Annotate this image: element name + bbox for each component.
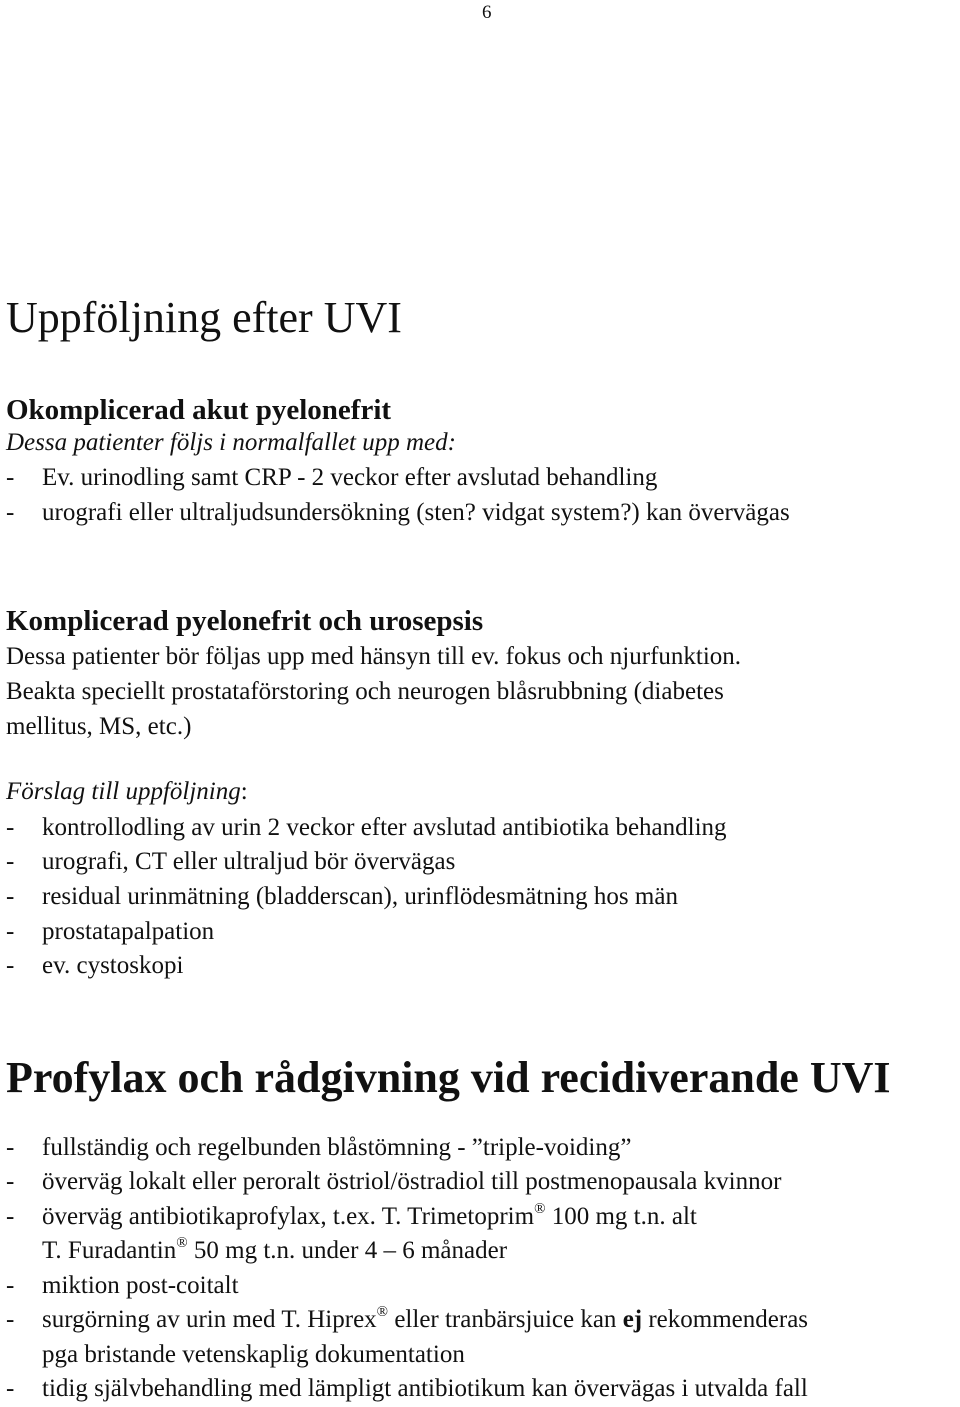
list-item-surgorning-cont: pga bristande vetenskaplig dokumentation [42,1341,465,1368]
list-item: - miktion post-coitalt [6,1272,239,1299]
section-title-profylax: Profylax och rådgivning vid recidiverande UVI [6,1053,891,1102]
suggestion-label-colon: : [240,778,248,805]
list-item: - kontrollodling av urin 2 veckor efter avslutad antibiotika behandling [6,814,727,841]
list-item-text: miktion post-coitalt [42,1272,239,1299]
list-item: - fullständig och regelbunden blåstömning - ”triple-voiding” [6,1134,632,1161]
list-item-text: fullständig och regelbunden blåstömning - ”triple-voiding” [42,1134,632,1161]
page-number: 6 [482,2,492,23]
heading-okomplicerad: Okomplicerad akut pyelonefrit [6,394,392,426]
registered-mark: ® [176,1235,188,1251]
heading-komplicerad: Komplicerad pyelonefrit och urosepsis [6,605,484,637]
emphasis-ej: ej [622,1306,643,1333]
list-item-text: residual urinmätning (bladderscan), urinflödesmätning hos män [42,883,678,910]
surgorning-text: surgörning av urin med T. Hiprex [42,1306,377,1333]
list-item-antibiotic-cont [6,1236,507,1266]
list-item-text: tidig självbehandling med lämpligt antibiotikum kan övervägas i utvalda fall [42,1375,808,1402]
list-item-text: Ev. urinodling samt CRP - 2 veckor efter avslutad behandling [42,464,658,491]
antibiotic-text: överväg antibiotikaprofylax, t.ex. T. Trimetoprim [42,1203,535,1230]
list-item-text: prostatapalpation [42,918,215,945]
suggestion-label-text: Förslag till uppföljning [6,778,241,805]
komplicerad-para-line: Beakta speciellt prostataförstoring och neurogen blåsrubbning (diabetes [6,678,724,705]
komplicerad-para-line: Dessa patienter bör följas upp med hänsyn till ev. fokus och njurfunktion. [6,643,742,670]
list-item-text: överväg lokalt eller peroralt östriol/östradiol till postmenopausala kvinnor [42,1168,782,1195]
suggestion-label [6,777,248,807]
list-item-text: urografi eller ultraljudsundersökning (sten? vidgat system?) kan övervägas [42,499,790,526]
okomplicerad-intro [6,428,456,458]
furadantin-dose: 50 mg t.n. under 4 – 6 månader [187,1237,508,1264]
list-item-text: ev. cystoskopi [42,952,184,979]
list-item-text: kontrollodling av urin 2 veckor efter avslutad antibiotika behandling [42,814,727,841]
surgorning-post: rekommenderas [642,1306,809,1333]
surgorning-mid: eller tranbärsjuice kan [388,1306,623,1333]
list-item: - tidig självbehandling med lämpligt antibiotikum kan övervägas i utvalda fall [6,1375,808,1402]
okomplicerad-intro-text: Dessa patienter följs i normalfallet upp med: [6,429,456,456]
antibiotic-dose: 100 mg t.n. alt [545,1203,697,1230]
list-item: - urografi, CT eller ultraljud bör övervägas [6,848,456,875]
list-item: - överväg lokalt eller peroralt östriol/östradiol till postmenopausala kvinnor [6,1168,782,1195]
registered-mark: ® [534,1201,546,1217]
list-item-text: urografi, CT eller ultraljud bör övervägas [42,848,456,875]
list-item: - urografi eller ultraljudsundersökning (sten? vidgat system?) kan övervägas [6,499,790,526]
furadantin-text: T. Furadantin [42,1237,177,1264]
list-item: - Ev. urinodling samt CRP - 2 veckor efter avslutad behandling [6,464,658,491]
list-item: - ev. cystoskopi [6,952,184,979]
list-item-surgorning: - surgörning av urin med T. Hiprex® eller tranbärsjuice kan ej rekommenderas [6,1304,809,1333]
komplicerad-para-line: mellitus, MS, etc.) [6,713,192,740]
section-title-uppfoljning: Uppföljning efter UVI [6,293,402,342]
list-item: - prostatapalpation [6,918,215,945]
list-item-antibiotic: - överväg antibiotikaprofylax, t.ex. T. Trimetoprim® 100 mg t.n. alt [6,1201,697,1230]
registered-mark: ® [376,1304,389,1320]
list-item: - residual urinmätning (bladderscan), urinflödesmätning hos män [6,883,678,910]
